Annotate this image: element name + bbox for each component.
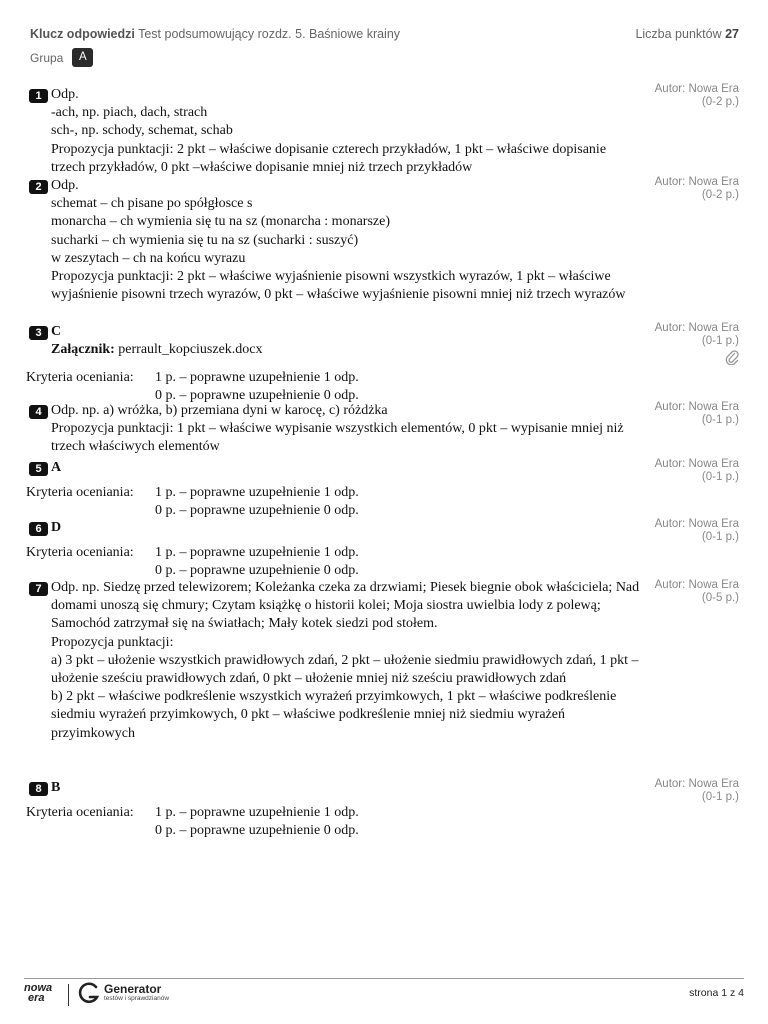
- footer-divider: [24, 978, 744, 979]
- answer-line: sch-, np. schody, schemat, schab: [51, 123, 233, 139]
- logo-separator: [68, 984, 69, 1006]
- question-body: [51, 779, 641, 797]
- author: Autor: Nowa Era: [654, 322, 739, 334]
- title-bold: Klucz odpowiedzi: [30, 27, 135, 41]
- scoring-line: Propozycja punktacji: 2 pkt – właściwe wyjaśnienie pisowni wszystkich wyrazów, 1 pkt – właściwe wyjaśnienie pisowni trzech wyrazów, 0 pkt – właściwe wyjaśnienie pisowni mniej niż trzech wyrazów: [51, 269, 626, 303]
- answer-letter: B: [51, 780, 61, 795]
- scoring-line: b) 2 pkt – właściwe podkreślenie wszystkich wyrażeń przyimkowych, 1 pkt – właściwe podkreślenie siedmiu wyrażeń przyimkowych, 0 pkt – właściwe podkreślenie mniej niż siedmiu wyrażeń przyimkowych: [51, 689, 617, 741]
- answer-line: -ach, np. piach, dach, strach: [51, 105, 208, 121]
- scoring-line: a) 3 pkt – ułożenie wszystkich prawidłowych zdań, 2 pkt – ułożenie siedmiu prawidłowych zdań, 1 pkt – ułożenie sześciu prawidłowych zdań, 0 pkt – ułożenie mniej niż sześciu prawidłowych zdań: [51, 652, 639, 687]
- answer-line: monarcha – ch wymienia się tu na sz (monarcha : monarsze): [51, 214, 390, 230]
- logo-era: era: [28, 992, 45, 1004]
- question-number: 2: [29, 180, 48, 194]
- generator-brand: [104, 983, 169, 1003]
- answer-line: sucharki – ch wymienia się tu na sz (sucharki : suszyć): [51, 232, 359, 248]
- grading-criteria: [26, 804, 359, 840]
- scoring-line: Propozycja punktacji: 1 pkt – właściwe wypisanie wszystkich elementów, 0 pkt – wypisanie mniej niż trzech właściwych elementów: [51, 421, 624, 455]
- paperclip-icon[interactable]: [725, 349, 739, 365]
- question-number: 8: [29, 782, 48, 796]
- question-number: 1: [29, 89, 48, 103]
- grading-criteria: [26, 484, 359, 520]
- points-range: (0-5 p.): [701, 592, 739, 604]
- question-number: 5: [29, 462, 48, 476]
- answer-letter: D: [51, 520, 62, 535]
- question-meta: [655, 401, 739, 427]
- question-meta: [655, 579, 739, 605]
- group-badge: A: [72, 48, 93, 67]
- author: Autor: Nowa Era: [654, 176, 739, 188]
- author: Autor: Nowa Era: [654, 83, 739, 95]
- scoring-line: Propozycja punktacji:: [51, 634, 174, 650]
- question-body: [51, 579, 641, 743]
- criteria-item: 1 p. – poprawne uzupełnienie 1 odp.: [155, 805, 359, 820]
- points-range: (0-1 p.): [701, 531, 739, 543]
- question-number: 7: [29, 582, 48, 596]
- page-number: strona 1 z 4: [689, 987, 744, 999]
- author: Autor: Nowa Era: [654, 579, 739, 591]
- criteria-item: 0 p. – poprawne uzupełnienie 0 odp.: [155, 823, 359, 838]
- question-meta: [655, 518, 739, 544]
- answer-line: Odp. np. Siedzę przed telewizorem; Koleżanka czeka za drzwiami; Piesek biegnie obok właściciela; Nad domami unoszą się chmury; Czytam książkę o historii kolei; Moja siostra uwielbia lody z polewą; Samochód zatrzymał się na światłach; Mały kotek siedzi pod stołem.: [51, 580, 640, 632]
- question-number: 3: [29, 326, 48, 340]
- criteria-label: Kryteria oceniania:: [26, 370, 134, 385]
- points-total: [635, 27, 739, 41]
- group-label: Grupa: [30, 50, 64, 65]
- brand-subtitle: testów i sprawdzianów: [104, 995, 170, 1002]
- criteria-label: Kryteria oceniania:: [26, 805, 134, 820]
- answer-letter: A: [51, 460, 62, 475]
- points-range: (0-1 p.): [701, 335, 739, 347]
- logo-nowa: nowa: [24, 982, 53, 994]
- answer-line: schemat – ch pisane po spółgłosce s: [51, 196, 253, 212]
- answer-line: Odp.: [51, 178, 79, 193]
- points-range: (0-1 p.): [701, 791, 739, 803]
- question-meta: [655, 778, 739, 804]
- brand-name: Generator: [104, 982, 162, 996]
- author: Autor: Nowa Era: [654, 401, 739, 413]
- question-meta: [655, 83, 739, 109]
- points-value: 27: [725, 27, 739, 41]
- criteria-item: 0 p. – poprawne uzupełnienie 0 odp.: [155, 563, 359, 578]
- question-number: 6: [29, 522, 48, 536]
- author: Autor: Nowa Era: [654, 458, 739, 470]
- points-range: (0-1 p.): [701, 471, 739, 483]
- nowa-era-logo: [24, 983, 60, 1007]
- author: Autor: Nowa Era: [654, 518, 739, 530]
- title-rest: Test podsumowujący rozdz. 5. Baśniowe krainy: [138, 27, 401, 41]
- points-range: (0-2 p.): [701, 189, 739, 201]
- points-range: (0-1 p.): [701, 414, 739, 426]
- answer-line: Odp. np. a) wróżka, b) przemiana dyni w karocę, c) różdżka: [51, 403, 388, 418]
- question-meta: [655, 458, 739, 484]
- criteria-label: Kryteria oceniania:: [26, 485, 134, 500]
- question-meta: [655, 322, 739, 348]
- answer-line: w zeszytach – ch na końcu wyrazu: [51, 250, 246, 266]
- author: Autor: Nowa Era: [654, 778, 739, 790]
- criteria-label: Kryteria oceniania:: [26, 545, 134, 560]
- document-title: [30, 27, 400, 41]
- criteria-item: 0 p. – poprawne uzupełnienie 0 odp.: [155, 388, 359, 403]
- criteria-item: 0 p. – poprawne uzupełnienie 0 odp.: [155, 503, 359, 518]
- attachment-label: Załącznik:: [51, 342, 115, 358]
- scoring-line: Propozycja punktacji: 2 pkt – właściwe dopisanie czterech przykładów, 1 pkt – właściwe dopisanie trzech przykładów, 0 pkt –właściwe dopisanie mniej niż trzech przykładów: [51, 141, 607, 175]
- question-body: [51, 459, 641, 477]
- question-body: [51, 86, 641, 177]
- answer-letter: C: [51, 324, 62, 339]
- question-meta: [655, 176, 739, 202]
- generator-logo-icon: [78, 982, 100, 1006]
- points-range: (0-2 p.): [701, 96, 739, 108]
- grading-criteria: [26, 544, 359, 580]
- question-body: [51, 519, 641, 537]
- criteria-item: 1 p. – poprawne uzupełnienie 1 odp.: [155, 370, 359, 385]
- question-body: [51, 323, 641, 359]
- question-body: [51, 177, 641, 304]
- criteria-item: 1 p. – poprawne uzupełnienie 1 odp.: [155, 545, 359, 560]
- points-label: Liczba punktów: [635, 27, 722, 41]
- question-body: [51, 402, 641, 457]
- question-number: 4: [29, 405, 48, 419]
- criteria-item: 1 p. – poprawne uzupełnienie 1 odp.: [155, 485, 359, 500]
- attachment: [51, 341, 641, 359]
- attachment-file[interactable]: perrault_kopciuszek.docx: [118, 342, 263, 358]
- answer-line: Odp.: [51, 87, 79, 102]
- grading-criteria: [26, 369, 359, 405]
- group-indicator: [30, 48, 93, 67]
